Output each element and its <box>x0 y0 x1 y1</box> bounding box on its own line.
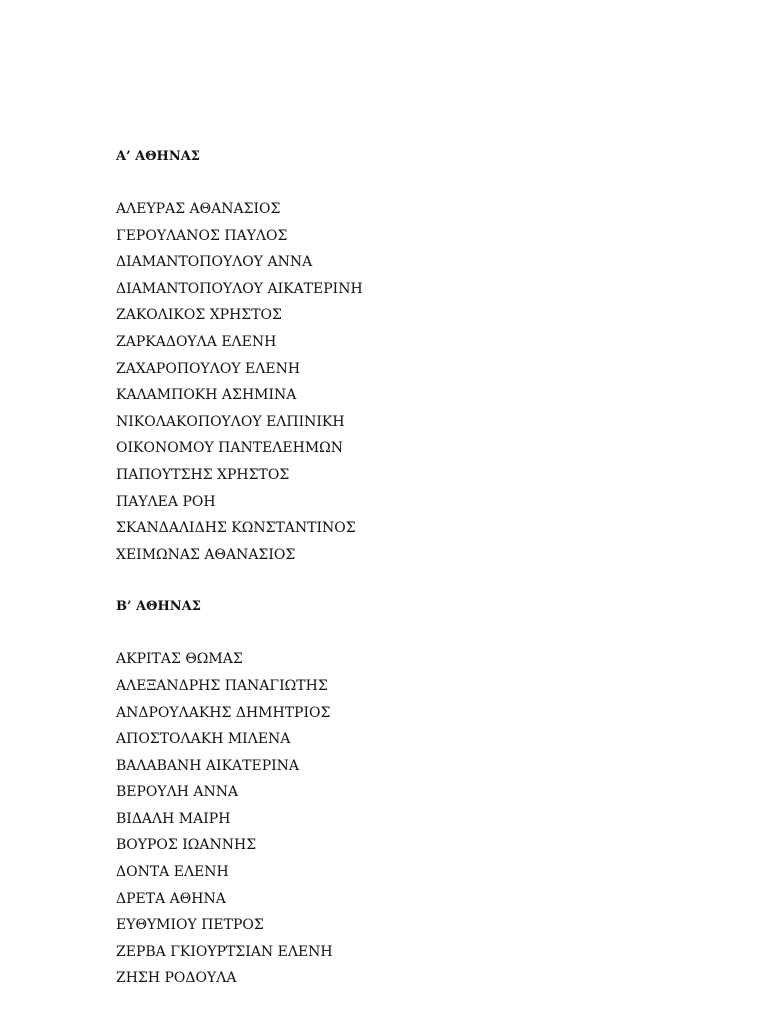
candidate-name: ΔΡΕΤΑ ΑΘΗΝΑ <box>116 890 226 907</box>
candidate-name: ΝΙΚΟΛΑΚΟΠΟΥΛΟΥ ΕΛΠΙΝΙΚΗ <box>116 413 345 430</box>
candidate-list <box>116 196 736 568</box>
candidate-name: ΖΕΡΒΑ ΓΚΙΟΥΡΤΣΙΑΝ ΕΛΕΝΗ <box>116 943 333 960</box>
candidate-name: ΒΙΔΑΛΗ ΜΑΙΡΗ <box>116 810 231 827</box>
candidate-name: ΖΑΚΟΛΙΚΟΣ ΧΡΗΣΤΟΣ <box>116 307 282 324</box>
candidate-name: ΚΑΛΑΜΠΟΚΗ ΑΣΗΜΙΝΑ <box>116 387 297 404</box>
section-b-athinas <box>116 594 736 992</box>
candidate-name: ΟΙΚΟΝΟΜΟΥ ΠΑΝΤΕΛΕΗΜΩΝ <box>116 440 344 457</box>
candidate-name: ΑΝΔΡΟΥΛΑΚΗΣ ΔΗΜΗΤΡΙΟΣ <box>116 704 331 721</box>
candidate-name: ΔΟΝΤΑ ΕΛΕΝΗ <box>116 864 229 881</box>
candidate-name: ΔΙΑΜΑΝΤΟΠΟΥΛΟΥ ΑΝΝΑ <box>116 254 313 271</box>
candidate-name: ΒΟΥΡΟΣ ΙΩΑΝΝΗΣ <box>116 837 257 854</box>
candidate-name: ΠΑΠΟΥΤΣΗΣ ΧΡΗΣΤΟΣ <box>116 466 290 483</box>
candidate-name: ΔΙΑΜΑΝΤΟΠΟΥΛΟΥ ΑΙΚΑΤΕΡΙΝΗ <box>116 280 363 297</box>
candidate-name: ΑΠΟΣΤΟΛΑΚΗ ΜΙΛΕΝΑ <box>116 731 291 748</box>
candidate-name: ΖΑΡΚΑΔΟΥΛΑ ΕΛΕΝΗ <box>116 333 277 350</box>
candidate-name: ΓΕΡΟΥΛΑΝΟΣ ΠΑΥΛΟΣ <box>116 227 288 244</box>
section-heading: Α’ ΑΘΗΝΑΣ <box>116 149 200 164</box>
candidate-name: ΒΕΡΟΥΛΗ ΑΝΝΑ <box>116 784 239 801</box>
candidate-name: ΑΛΕΥΡΑΣ ΑΘΑΝΑΣΙΟΣ <box>116 201 281 217</box>
candidate-name: ΑΛΕΞΑΝΔΡΗΣ ΠΑΝΑΓΙΩΤΗΣ <box>116 677 328 694</box>
candidate-name: ΧΕΙΜΩΝΑΣ ΑΘΑΝΑΣΙΟΣ <box>116 546 296 563</box>
candidate-name: ΠΑΥΛΕΑ ΡΟΗ <box>116 493 216 510</box>
candidate-name: ΒΑΛΑΒΑΝΗ ΑΙΚΑΤΕΡΙΝΑ <box>116 757 300 774</box>
document-page <box>116 144 736 992</box>
candidate-name: ΑΚΡΙΤΑΣ ΘΩΜΑΣ <box>116 651 243 668</box>
candidate-name: ΖΑΧΑΡΟΠΟΥΛΟΥ ΕΛΕΝΗ <box>116 360 301 377</box>
candidate-name: ΖΗΣΗ ΡΟΔΟΥΛΑ <box>116 970 237 987</box>
section-a-athinas <box>116 144 736 568</box>
candidate-name: ΣΚΑΝΔΑΛΙΔΗΣ ΚΩΝΣΤΑΝΤΙΝΟΣ <box>116 520 356 537</box>
section-heading: Β’ ΑΘΗΝΑΣ <box>116 599 201 615</box>
candidate-name: ΕΥΘΥΜΙΟΥ ΠΕΤΡΟΣ <box>116 917 264 934</box>
candidate-list <box>116 646 736 992</box>
